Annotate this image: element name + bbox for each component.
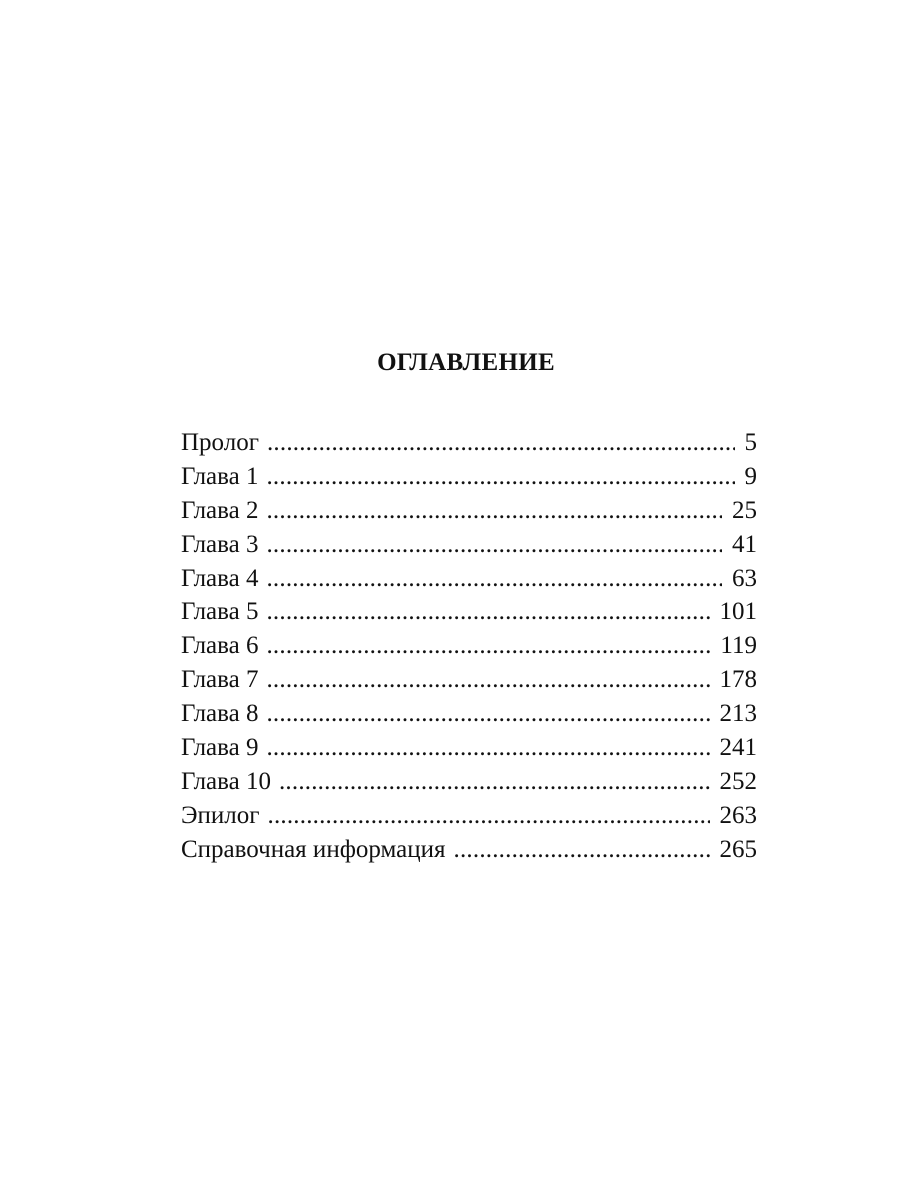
toc-entry-title: Глава 9 (181, 734, 259, 762)
toc-entry-chapter-8 (181, 697, 757, 731)
toc-entry-page: 9 (744, 462, 757, 490)
toc-entry-page: 241 (719, 734, 757, 762)
toc-entry-chapter-3 (181, 528, 757, 562)
dot-leader (266, 731, 709, 765)
toc-entry-chapter-2 (181, 494, 757, 528)
toc-entry-title: Глава 4 (181, 564, 259, 592)
toc-entry-chapter-6 (181, 629, 757, 663)
toc-entry-page: 178 (719, 666, 757, 694)
toc-entry-page: 101 (719, 598, 757, 626)
toc-entry-page: 213 (719, 700, 757, 728)
table-of-contents (181, 426, 757, 867)
toc-entry-title: Глава 1 (181, 462, 259, 490)
toc-entry-title: Глава 2 (181, 496, 259, 524)
dot-leader (266, 528, 722, 562)
dot-leader (266, 629, 710, 663)
toc-entry-title: Глава 7 (181, 666, 259, 694)
toc-entry-page: 41 (732, 530, 757, 558)
toc-entry-title: Глава 5 (181, 598, 259, 626)
toc-entry-title: Глава 3 (181, 530, 259, 558)
dot-leader (266, 595, 709, 629)
toc-entry-title: Глава 10 (181, 767, 271, 795)
toc-entry-title: Справочная информация (181, 835, 446, 863)
toc-entry-chapter-9 (181, 731, 757, 765)
toc-entry-page: 63 (732, 564, 757, 592)
toc-entry-chapter-5 (181, 595, 757, 629)
toc-entry-chapter-1 (181, 460, 757, 494)
dot-leader (266, 663, 709, 697)
page-title: ОГЛАВЛЕНИЕ (377, 349, 555, 376)
toc-entry-page: 5 (744, 429, 757, 456)
toc-entry-reference-info (181, 833, 757, 867)
dot-leader (266, 494, 722, 528)
toc-entry-page: 25 (732, 496, 757, 524)
toc-entry-title: Глава 6 (181, 632, 259, 660)
toc-entry-title: Эпилог (181, 801, 260, 829)
dot-leader (279, 765, 710, 799)
toc-entry-title: Пролог (181, 429, 259, 456)
toc-entry-page: 263 (719, 801, 757, 829)
toc-entry-chapter-10 (181, 765, 757, 799)
toc-entry-prologue (181, 426, 757, 460)
dot-leader (266, 562, 722, 596)
dot-leader (268, 799, 710, 833)
dot-leader (267, 426, 735, 460)
toc-entry-title: Глава 8 (181, 700, 259, 728)
toc-entry-chapter-7 (181, 663, 757, 697)
toc-entry-chapter-4 (181, 562, 757, 596)
toc-entry-epilogue (181, 799, 757, 833)
dot-leader (266, 697, 709, 731)
toc-entry-page: 252 (719, 767, 757, 795)
toc-entry-page: 119 (720, 632, 757, 660)
toc-entry-page: 265 (719, 835, 757, 863)
dot-leader (266, 460, 734, 494)
dot-leader (454, 833, 710, 867)
